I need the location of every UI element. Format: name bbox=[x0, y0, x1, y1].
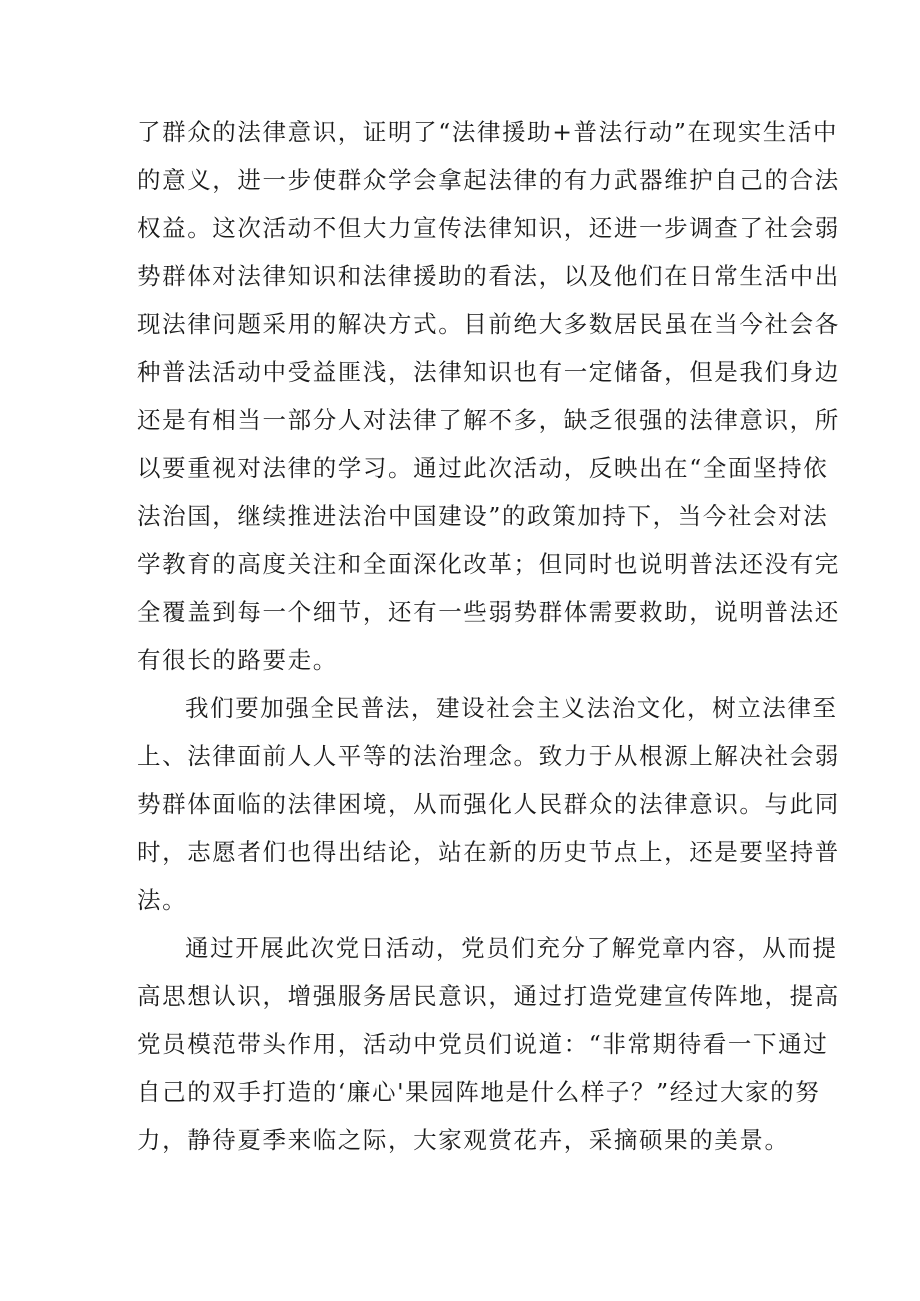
text-line: 上、法律面前人人平等的法治理念。致力于从根源上解决社会弱 bbox=[137, 742, 840, 770]
text-line: 有很长的路要走。 bbox=[137, 646, 338, 674]
text-line: 种普法活动中受益匪浅，法律知识也有一定储备，但是我们身边 bbox=[137, 358, 840, 386]
text-line: 现法律问题采用的解决方式。目前绝大多数居民虽在当今社会各 bbox=[137, 310, 840, 338]
text-line: 学教育的高度关注和全面深化改革；但同时也说明普法还没有完 bbox=[137, 550, 840, 578]
text-line: 势群体面临的法律困境，从而强化人民群众的法律意识。与此同 bbox=[137, 790, 840, 818]
text-line: 全覆盖到每一个细节，还有一些弱势群体需要救助，说明普法还 bbox=[137, 598, 840, 626]
text-line: 还是有相当一部分人对法律了解不多，缺乏很强的法律意识，所 bbox=[137, 406, 840, 434]
text-line: 我们要加强全民普法，建设社会主义法治文化，树立法律至 bbox=[185, 694, 838, 722]
text-line: 力，静待夏季来临之际，大家观赏花卉，采摘硕果的美景。 bbox=[137, 1126, 790, 1154]
text-line: 以要重视对法律的学习。通过此次活动，反映出在“全面坚持依 bbox=[137, 454, 829, 482]
text-line: 高思想认识，增强服务居民意识，通过打造党建宣传阵地，提高 bbox=[137, 982, 840, 1010]
paragraph-1 bbox=[137, 108, 840, 684]
text-line: 法治国，继续推进法治中国建设”的政策加持下，当今社会对法 bbox=[137, 502, 829, 530]
paragraph-3 bbox=[137, 924, 840, 1164]
text-line: 势群体对法律知识和法律援助的看法，以及他们在日常生活中出 bbox=[137, 262, 840, 290]
paragraph-2 bbox=[137, 684, 840, 924]
text-line: 时，志愿者们也得出结论，站在新的历史节点上，还是要坚持普 bbox=[137, 838, 840, 866]
text-line: 自己的双手打造的‘廉心'果园阵地是什么样子？”经过大家的努 bbox=[137, 1078, 821, 1106]
text-line: 的意义，进一步使群众学会拿起法律的有力武器维护自己的合法 bbox=[137, 166, 840, 194]
text-line: 了群众的法律意识，证明了“法律援助+普法行动”在现实生活中 bbox=[137, 118, 839, 146]
text-line: 通过开展此次党日活动，党员们充分了解党章内容，从而提 bbox=[185, 934, 838, 962]
document-body bbox=[137, 108, 840, 1164]
text-line: 权益。这次活动不但大力宣传法律知识，还进一步调查了社会弱 bbox=[137, 214, 840, 242]
text-line: 法。 bbox=[137, 886, 188, 914]
text-line: 党员模范带头作用，活动中党员们说道：“非常期待看一下通过 bbox=[137, 1030, 829, 1058]
